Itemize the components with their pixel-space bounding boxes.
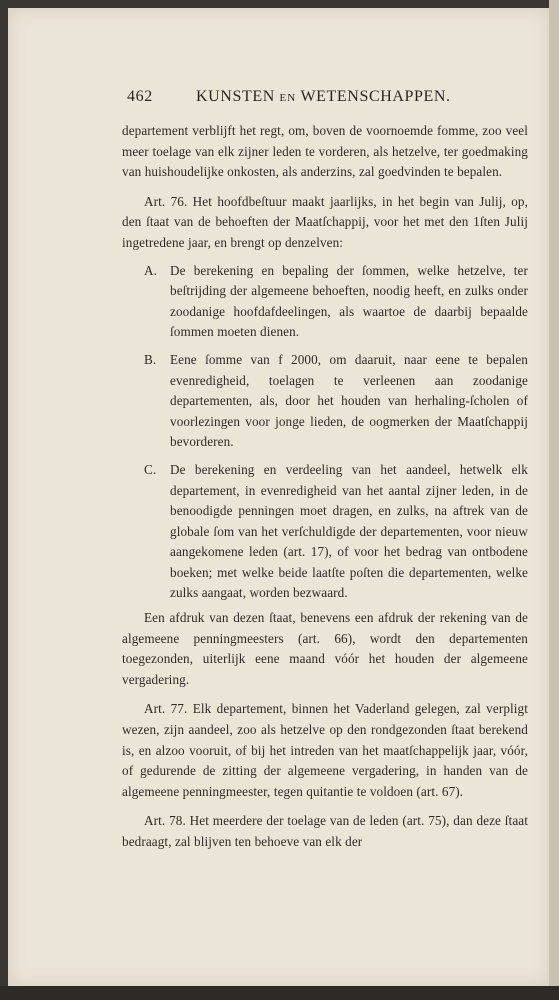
running-header: [122, 88, 528, 110]
article-77: Art. 77. Elk departement, binnen het Vaderland gelegen, zal verpligt wezen, zijn aandeel, zoo als hetzelve op den rondgezonden ſtaat berekend is, en alzoo vooruit, of bij het intreden van het maatſchappelijk jaar, vóór, of gedurende de zitting der algemeene vergadering, in handen van de algemeene penningmeester, tegen quitantie te voldoen (art. 67).: [122, 701, 528, 799]
list-item-a-text: De berekening en bepaling der ſommen, welke hetzelve, ter beſtrijding der algemeene behoeften, noodig heeft, en zulks onder zoodanige hoofdafdeelingen, als waartoe de daarbij bepaalde ſommen moeten dienen.: [170, 262, 528, 340]
scan-background: [0, 986, 559, 1000]
running-title: [196, 88, 451, 106]
running-title-en: EN: [279, 92, 297, 104]
list-item-c-marker: C.: [144, 461, 157, 477]
running-title-part2: WETENSCHAPPEN.: [300, 88, 451, 105]
list-item-b: [122, 350, 528, 453]
list-item-c-text: De berekening en verdeeling van het aandeel, hetwelk elk departement, in evenredigheid van het aantal zijner leden, in de benoodigde penningen moet dragen, en zulks, na aftrek van de globale ſom van het verſchuldigde der departementen, voor nieuw aangekomene leden (art. 17), of voor het bedrag van ontbodene boeken; met welke beide laatſte poſten die departementen, welke zulks aangaat, worden bezwaard.: [170, 461, 528, 601]
running-title-part1: KUNSTEN: [196, 88, 275, 105]
page-body: [122, 121, 528, 853]
list-item-b-marker: B.: [144, 351, 157, 367]
list-item-a-marker: A.: [144, 262, 158, 278]
page-edge: [549, 0, 559, 1000]
page-number: 462: [127, 88, 153, 105]
list-item-a: [122, 261, 528, 343]
list-item-c: [122, 460, 528, 604]
paragraph-continuation: departement verblijft het regt, om, boven de voornoemde fomme, zoo veel meer toelage van elk zijner leden te vorderen, als hetzelve, ter goedmaking van huishoudelijke onkosten, als anderzins, zal goedvinden te bepalen.: [122, 123, 528, 180]
list-item-b-text: Eene ſomme van f 2000, om daaruit, naar eene te bepalen evenredigheid, toelagen te verleenen aan zoodanige departementen, als, door het houden van herhaling-ſcholen of voorlezingen voor jonge lieden, de oogmerken der Maatſchappij bevorderen.: [170, 351, 528, 450]
article-76: Art. 76. Het hoofdbeſtuur maakt jaarlijks, in het begin van Julij, op, den ſtaat van de behoeften der Maatſchappij, voor het met den 1ſten Julij ingetredene jaar, en brengt op denzelven:: [122, 193, 528, 250]
paragraph-copy-notice: Een afdruk van dezen ſtaat, benevens een afdruk der rekening van de algemeene penningmeesters (art. 66), wordt den departementen toegezonden, uiterlijk eene maand vóór het houden der algemeene vergadering.: [122, 610, 528, 687]
article-78: Art. 78. Het meerdere der toelage van de leden (art. 75), dan deze ſtaat bedraagt, zal blijven ten behoeve van elk der: [122, 813, 528, 849]
